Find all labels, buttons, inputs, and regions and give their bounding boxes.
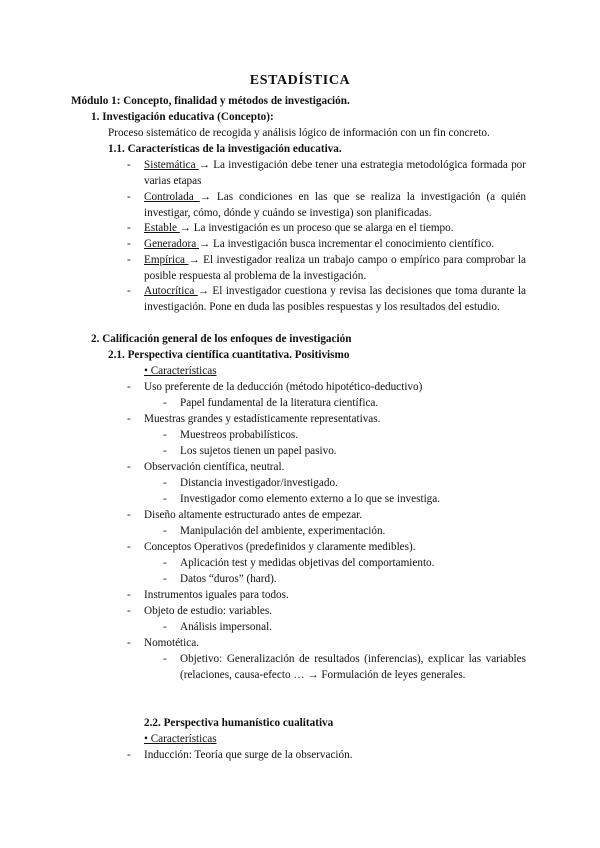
term-sistematica: Sistemática [144,159,199,171]
sub-item: Investigador como elemento externo a lo que se investiga. [180,493,441,505]
list-dash: - [127,509,131,521]
sub-item: Análisis impersonal. [180,621,272,633]
term-controlada: Controlada [144,191,200,203]
list-item: Estable → La investigación es un proceso que se alarga en el tiempo. [144,222,454,234]
characteristics-label-2: • Características [144,733,217,745]
list-item: Observación científica, neutral. [144,461,285,473]
list-dash: - [127,541,131,553]
list-item: Uso preferente de la deducción (método hipotético-deductivo) [144,381,423,393]
sub-item: Distancia investigador/investigado. [180,477,338,489]
section-1-1-heading: 1.1. Características de la investigación educativa. [108,143,342,155]
characteristics-label: • Características [144,365,217,377]
list-dash: - [127,605,131,617]
sub-dash: - [163,477,167,489]
term-empirica: Empírica [144,254,189,266]
list-item: Sistemática → La investigación debe tener una estrategia metodológica formada por varias etapas [144,159,526,187]
list-dash: - [127,413,131,425]
term-estable: Estable [144,222,180,234]
list-dash: - [127,222,131,234]
list-dash: - [127,254,131,266]
list-dash: - [127,461,131,473]
sub-dash: - [163,445,167,457]
list-item: Instrumentos iguales para todos. [144,589,289,601]
sub-item: Los sujetos tienen un papel pasivo. [180,445,337,457]
list-dash: - [127,749,131,761]
sub-dash: - [163,525,167,537]
list-item: Conceptos Operativos (predefinidos y claramente medibles). [144,541,416,553]
module-heading: Módulo 1: Concepto, finalidad y métodos de investigación. [71,95,350,107]
list-item: Objeto de estudio: variables. [144,605,273,617]
list-dash: - [127,159,131,171]
list-item: Empírica → El investigador realiza un trabajo campo o empírico para comprobar la posible respuesta al problema de la investigación. [144,254,526,282]
sub-dash: - [163,493,167,505]
term-generadora: Generadora [144,238,199,250]
list-item: Muestras grandes y estadísticamente representativas. [144,413,381,425]
sub-dash: - [163,429,167,441]
sub-item: Muestreos probabilísticos. [180,429,299,441]
sub-dash: - [163,557,167,569]
sub-item: Aplicación test y medidas objetivas del comportamiento. [180,557,435,569]
list-item: Diseño altamente estructurado antes de empezar. [144,509,363,521]
list-item: Autocrítica → El investigador cuestiona y revisa las decisiones que toma durante la investigación. Pone en duda las posibles respuestas y los resultados del estudio. [144,285,526,313]
list-dash: - [127,637,131,649]
section-2-heading: 2. Calificación general de los enfoques de investigación [91,333,352,345]
list-item: Nomotética. [144,637,199,649]
section-2-1-heading: 2.1. Perspectiva científica cuantitativa. Positivismo [108,349,350,361]
sub-item: Papel fundamental de la literatura científica. [180,397,379,409]
sub-item: Manipulación del ambiente, experimentación. [180,525,386,537]
list-dash: - [127,191,131,203]
list-dash: - [127,238,131,250]
list-dash: - [127,589,131,601]
list-dash: - [127,285,131,297]
sub-dash: - [163,621,167,633]
list-item: Inducción: Teoría que surge de la observación. [144,749,353,761]
document-title: ESTADÍSTICA [249,73,351,88]
section-2-2-heading: 2.2. Perspectiva humanístico cualitativa [144,717,334,729]
section-1-definition: Proceso sistemático de recogida y análisis lógico de información con un fin concreto. [108,127,490,139]
term-autocritica: Autocrítica [144,285,198,297]
sub-dash: - [163,573,167,585]
sub-dash: - [163,653,167,665]
sub-dash: - [163,397,167,409]
section-1-heading: 1. Investigación educativa (Concepto): [91,111,274,123]
sub-item: Datos “duros” (hard). [180,573,277,585]
sub-item: Objetivo: Generalización de resultados (inferencias), explicar las variables (relaciones, causa-efecto … → Formulación de leyes generales. [180,653,526,681]
list-item: Generadora → La investigación busca incrementar el conocimiento científico. [144,238,495,250]
list-dash: - [127,381,131,393]
list-item: Controlada → Las condiciones en las que se realiza la investigación (a quién investigar, cómo, dónde y cuándo se investiga) son planificadas. [144,191,527,219]
